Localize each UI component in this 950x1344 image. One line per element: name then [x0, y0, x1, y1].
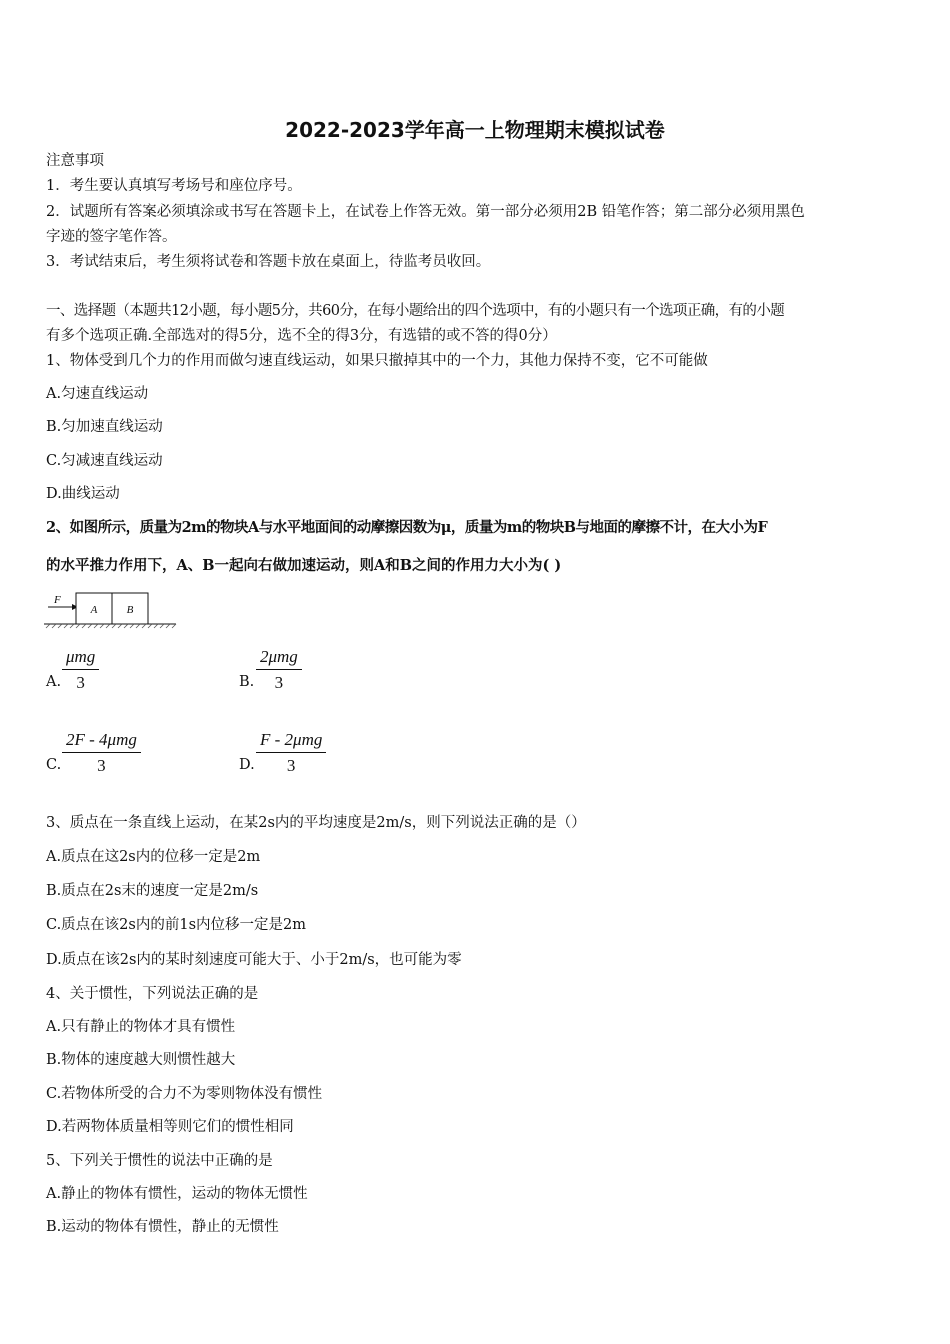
- q2-stem-1: 2、如图所示，质量为2m的物块A与水平地面间的动摩擦因数为μ，质量为m的物块B与地面的摩擦不计，在大小为F: [46, 519, 768, 536]
- q4-stem: 4、关于惯性，下列说法正确的是: [46, 986, 259, 1002]
- notice-item-2-cont: 字迹的签字笔作答。: [46, 229, 177, 245]
- q2-option-a-label: A.: [46, 674, 62, 690]
- q4-option-d: D.若两物体质量相等则它们的惯性相同: [46, 1119, 294, 1135]
- q2-option-a-denominator: 3: [76, 673, 85, 692]
- q2-option-a-numerator: μmg: [62, 647, 99, 670]
- block-b-label: B: [126, 604, 134, 616]
- notice-item-2: 2．试题所有答案必须填涂或书写在答题卡上，在试卷上作答无效。第一部分必须用2B 铅笔作答；第二部分必须用黑色: [46, 204, 805, 220]
- q4-option-c: C.若物体所受的合力不为零则物体没有惯性: [46, 1086, 323, 1102]
- ground-hatch: [46, 624, 176, 628]
- force-label: F: [54, 594, 61, 606]
- q3-stem: 3、质点在一条直线上运动，在某2s内的平均速度是2m/s，则下列说法正确的是（）: [46, 815, 586, 831]
- q3-option-b: B.质点在2s末的速度一定是2m/s: [46, 883, 259, 899]
- q2-option-d-numerator: F - 2μmg: [256, 730, 326, 753]
- q2-option-d-label: D.: [239, 757, 255, 773]
- q2-option-c-label: C.: [46, 757, 62, 773]
- q2-option-d-fraction: [256, 730, 326, 776]
- q2-option-d-denominator: 3: [286, 756, 296, 775]
- q5-option-a: A.静止的物体有惯性，运动的物体无惯性: [46, 1186, 308, 1202]
- q5-stem: 5、下列关于惯性的说法中正确的是: [46, 1153, 273, 1169]
- q2-option-c-fraction: [62, 730, 141, 776]
- q5-option-b: B.运动的物体有惯性，静止的无惯性: [46, 1219, 279, 1235]
- q2-option-c-denominator: 3: [97, 756, 106, 775]
- block-a-label: A: [90, 604, 98, 616]
- q2-option-c-numerator: 2F - 4μmg: [62, 730, 141, 753]
- q3-option-a: A.质点在这2s内的位移一定是2m: [46, 849, 261, 865]
- q4-option-a: A.只有静止的物体才具有惯性: [46, 1019, 236, 1035]
- q1-option-a: A.匀速直线运动: [46, 386, 149, 402]
- q2-block-diagram: [44, 590, 180, 630]
- q3-option-d: D.质点在该2s内的某时刻速度可能大于、小于2m/s，也可能为零: [46, 952, 462, 968]
- q2-option-b-numerator: 2μmg: [256, 647, 302, 670]
- q1-option-b: B.匀加速直线运动: [46, 419, 163, 435]
- q2-option-a-fraction: [62, 647, 99, 693]
- q4-option-b: B.物体的速度越大则惯性越大: [46, 1052, 236, 1068]
- section-instructions-2: 有多个选项正确.全部选对的得5分，选不全的得3分，有选错的或不答的得0分）: [46, 328, 557, 344]
- q1-stem: 1、物体受到几个力的作用而做匀速直线运动，如果只撤掉其中的一个力，其他力保持不变，它不可能做: [46, 353, 708, 369]
- notice-heading: 注意事项: [46, 153, 104, 169]
- q1-option-c: C.匀减速直线运动: [46, 453, 163, 469]
- q2-option-b-denominator: 3: [274, 673, 284, 692]
- notice-item-3: 3．考试结束后，考生须将试卷和答题卡放在桌面上，待监考员收回。: [46, 254, 491, 270]
- q3-option-c: C.质点在该2s内的前1s内位移一定是2m: [46, 917, 306, 933]
- q2-stem-2: 的水平推力作用下，A、B一起向右做加速运动，则A和B之间的作用力大小为( ): [46, 557, 562, 574]
- section-instructions-1: 一、选择题（本题共12小题，每小题5分，共60分，在每小题给出的四个选项中，有的小题只有一个选项正确，有的小题: [46, 303, 785, 319]
- q2-option-b-label: B.: [239, 674, 255, 690]
- notice-item-1: 1．考生要认真填写考场号和座位序号。: [46, 178, 302, 194]
- q2-option-b-fraction: [256, 647, 302, 693]
- exam-title: 2022-2023学年高一上物理期末模拟试卷: [285, 118, 665, 142]
- q1-option-d: D.曲线运动: [46, 486, 120, 502]
